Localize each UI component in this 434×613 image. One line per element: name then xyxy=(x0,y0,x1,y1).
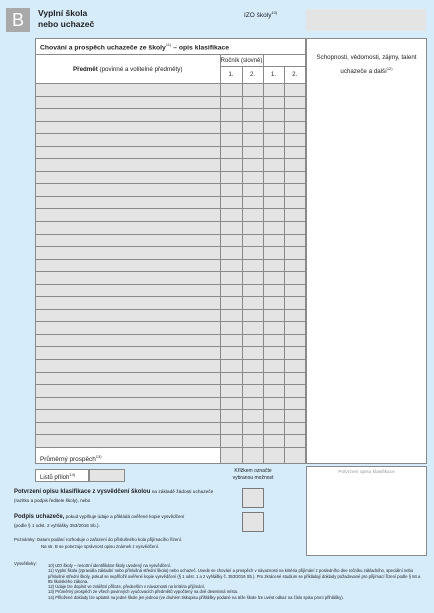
grade-cell[interactable] xyxy=(242,84,263,97)
subject-cell[interactable] xyxy=(36,410,220,423)
grade-row xyxy=(36,171,305,184)
subject-cell[interactable] xyxy=(36,297,220,310)
grade-cell[interactable] xyxy=(242,309,263,322)
grade-cell[interactable] xyxy=(242,372,263,385)
period-col-2: 2. xyxy=(242,67,263,84)
grade-row xyxy=(36,422,305,435)
footnote-item: 10) IZO školy – resortní identifikátor školy uvedený na vysvědčení. xyxy=(48,563,172,568)
signature-sub: (podle § 1 odst. 2 vyhlášky 353/2016 Sb.). xyxy=(14,523,100,528)
grade-row xyxy=(36,247,305,260)
subject-cell[interactable] xyxy=(36,397,220,410)
grade-cell[interactable] xyxy=(263,435,284,448)
subject-cell[interactable] xyxy=(36,109,220,122)
grade-cell[interactable] xyxy=(284,222,305,235)
subject-cell[interactable] xyxy=(36,322,220,335)
abilities-footnote-ref: 12) xyxy=(386,66,393,71)
grade-cell[interactable] xyxy=(263,121,284,134)
subject-cell[interactable] xyxy=(36,171,220,184)
grade-cell[interactable] xyxy=(284,410,305,423)
grade-cell[interactable] xyxy=(220,209,242,222)
table-heading-footnote-ref: 11) xyxy=(165,42,172,47)
grade-cell[interactable] xyxy=(242,247,263,260)
subject-column-header xyxy=(36,55,220,84)
signature-block xyxy=(14,514,239,528)
grade-cell[interactable] xyxy=(284,84,305,97)
grade-cell[interactable] xyxy=(242,272,263,285)
grade-cell[interactable] xyxy=(284,397,305,410)
grade-cell[interactable] xyxy=(242,422,263,435)
grade-row xyxy=(36,146,305,159)
grade-cell[interactable] xyxy=(242,171,263,184)
grade-cell[interactable] xyxy=(220,309,242,322)
grade-cell[interactable] xyxy=(242,347,263,360)
period-col-3: 1. xyxy=(263,67,284,84)
grade-row xyxy=(36,84,305,97)
subject-cell[interactable] xyxy=(36,347,220,360)
grade-cell[interactable] xyxy=(263,84,284,97)
grade-cell[interactable] xyxy=(284,297,305,310)
grade-rows xyxy=(36,84,305,448)
subject-cell[interactable] xyxy=(36,259,220,272)
average-cell[interactable] xyxy=(220,447,242,463)
grade-cell[interactable] xyxy=(263,372,284,385)
signature-checkbox[interactable] xyxy=(242,512,264,532)
grade-cell[interactable] xyxy=(263,334,284,347)
grade-cell[interactable] xyxy=(220,322,242,335)
grade-row xyxy=(36,410,305,423)
subject-cell[interactable] xyxy=(36,96,220,109)
grades-grid xyxy=(36,55,305,463)
subject-cell[interactable] xyxy=(36,146,220,159)
grade-cell[interactable] xyxy=(263,322,284,335)
attachments-label-text: Listů příloh xyxy=(40,475,70,481)
grade-cell[interactable] xyxy=(263,297,284,310)
grade-cell[interactable] xyxy=(242,146,263,159)
footnote-item: 13) Průměrný prospěch ze všech povinných vyučovacích předmětů vypočtený na dvě desetinná místa. xyxy=(48,589,239,595)
grade-row xyxy=(36,159,305,172)
grade-cell[interactable] xyxy=(263,410,284,423)
grade-cell[interactable] xyxy=(263,209,284,222)
grade-cell[interactable] xyxy=(220,360,242,373)
grade-cell[interactable] xyxy=(220,259,242,272)
grade-cell[interactable] xyxy=(284,284,305,297)
grade-cell[interactable] xyxy=(284,171,305,184)
grade-cell[interactable] xyxy=(284,422,305,435)
table-heading-text: Chování a prospěch uchazeče ze školy xyxy=(40,44,166,52)
subject-cell[interactable] xyxy=(36,309,220,322)
grade-row xyxy=(36,184,305,197)
grade-cell[interactable] xyxy=(220,196,242,209)
cross-note-line-2: vybranou možnost xyxy=(232,474,274,481)
subject-cell[interactable] xyxy=(36,196,220,209)
subject-cell[interactable] xyxy=(36,284,220,297)
grade-cell[interactable] xyxy=(263,347,284,360)
grade-row xyxy=(36,322,305,335)
grade-row xyxy=(36,234,305,247)
grade-row xyxy=(36,196,305,209)
grade-cell[interactable] xyxy=(242,397,263,410)
grade-cell[interactable] xyxy=(263,159,284,172)
grade-cell[interactable] xyxy=(284,134,305,147)
average-cell[interactable] xyxy=(284,447,305,463)
grade-cell[interactable] xyxy=(220,347,242,360)
average-row-label xyxy=(36,447,220,463)
subject-cell[interactable] xyxy=(36,222,220,235)
grade-cell[interactable] xyxy=(242,209,263,222)
signature-title: Podpis uchazeče, xyxy=(14,514,65,520)
grade-cell[interactable] xyxy=(220,272,242,285)
confirm-title-tail: na základě žádosti uchazeče xyxy=(150,490,214,495)
attachments-footnote-ref: 14) xyxy=(69,472,76,477)
grade-row xyxy=(36,109,305,122)
grade-cell[interactable] xyxy=(263,247,284,260)
grade-row xyxy=(36,435,305,448)
confirm-block xyxy=(14,489,234,503)
grade-cell[interactable] xyxy=(220,247,242,260)
izo-label xyxy=(244,10,277,19)
grade-cell[interactable] xyxy=(263,196,284,209)
grade-row xyxy=(36,222,305,235)
notes-block xyxy=(14,537,274,550)
grade-cell[interactable] xyxy=(242,109,263,122)
grade-cell[interactable] xyxy=(242,196,263,209)
grade-cell[interactable] xyxy=(284,309,305,322)
grade-cell[interactable] xyxy=(220,84,242,97)
subject-cell[interactable] xyxy=(36,385,220,398)
grade-cell[interactable] xyxy=(284,334,305,347)
grade-row xyxy=(36,121,305,134)
grade-cell[interactable] xyxy=(220,222,242,235)
grade-cell[interactable] xyxy=(242,96,263,109)
grade-cell[interactable] xyxy=(284,196,305,209)
grade-cell[interactable] xyxy=(263,259,284,272)
footnote-item: 12) Údaje lze doplnit ve zvláštní příloze, především v návaznosti na kritéria přijímání. xyxy=(48,584,206,590)
subject-cell[interactable] xyxy=(36,234,220,247)
grade-row xyxy=(36,297,305,310)
grade-cell[interactable] xyxy=(220,134,242,147)
footnotes-list xyxy=(48,563,426,600)
grade-cell[interactable] xyxy=(220,397,242,410)
grade-cell[interactable] xyxy=(284,372,305,385)
subject-cell[interactable] xyxy=(36,134,220,147)
grade-cell[interactable] xyxy=(242,322,263,335)
average-label: Průměrný prospěch xyxy=(40,455,96,463)
notes-label: Poznámky: xyxy=(14,537,36,542)
average-cell[interactable] xyxy=(242,447,263,463)
grade-cell[interactable] xyxy=(242,259,263,272)
signature-title-tail: pokud vyplňuje údaje a přikládá ověřené kopie vysvědčení xyxy=(64,514,185,519)
grade-cell[interactable] xyxy=(284,435,305,448)
grade-cell[interactable] xyxy=(220,372,242,385)
grade-row xyxy=(36,259,305,272)
average-cell[interactable] xyxy=(263,447,284,463)
grade-row xyxy=(36,360,305,373)
izo-footnote-ref: 10) xyxy=(271,10,278,15)
grade-cell[interactable] xyxy=(242,184,263,197)
grade-row xyxy=(36,284,305,297)
table-heading xyxy=(36,39,305,55)
grade-cell[interactable] xyxy=(263,397,284,410)
year-2-header xyxy=(263,55,305,67)
izo-input[interactable] xyxy=(306,9,426,31)
grade-cell[interactable] xyxy=(263,109,284,122)
izo-label-text: IZO školy xyxy=(244,12,272,20)
grade-cell[interactable] xyxy=(220,121,242,134)
grade-cell[interactable] xyxy=(263,184,284,197)
table-heading-suffix: – opis klasifikace xyxy=(171,44,230,52)
subject-cell[interactable] xyxy=(36,184,220,197)
grade-row xyxy=(36,96,305,109)
abilities-panel[interactable] xyxy=(306,38,427,464)
grade-cell[interactable] xyxy=(263,272,284,285)
grade-cell[interactable] xyxy=(220,334,242,347)
subject-hint: (povinné a volitelné předměty) xyxy=(99,65,183,73)
period-col-4: 2. xyxy=(284,67,305,84)
grade-cell[interactable] xyxy=(242,435,263,448)
subject-cell[interactable] xyxy=(36,372,220,385)
title-line-2: nebo uchazeč xyxy=(38,19,95,29)
subject-cell[interactable] xyxy=(36,159,220,172)
grade-cell[interactable] xyxy=(284,347,305,360)
attachments-row xyxy=(35,469,125,482)
grade-row xyxy=(36,272,305,285)
year-1-header: Ročník (slovně) xyxy=(220,55,263,67)
grade-cell[interactable] xyxy=(242,134,263,147)
grade-cell[interactable] xyxy=(284,234,305,247)
attachments-count-input[interactable] xyxy=(89,469,125,482)
stamp-box[interactable] xyxy=(306,466,427,556)
grade-cell[interactable] xyxy=(220,96,242,109)
subject-cell[interactable] xyxy=(36,247,220,260)
subject-cell[interactable] xyxy=(36,272,220,285)
grade-cell[interactable] xyxy=(220,146,242,159)
grade-cell[interactable] xyxy=(263,360,284,373)
grade-cell[interactable] xyxy=(242,334,263,347)
grade-cell[interactable] xyxy=(284,109,305,122)
grade-cell[interactable] xyxy=(263,422,284,435)
grade-cell[interactable] xyxy=(242,360,263,373)
subject-cell[interactable] xyxy=(36,360,220,373)
grade-cell[interactable] xyxy=(242,385,263,398)
title-line-1: Vyplní škola xyxy=(38,8,88,18)
subject-cell[interactable] xyxy=(36,435,220,448)
section-letter-badge: B xyxy=(6,8,30,32)
grade-cell[interactable] xyxy=(220,184,242,197)
grade-row xyxy=(36,372,305,385)
grade-row xyxy=(36,385,305,398)
note-line-2: Na str. B se potvrzuje správnost opisu známek z vysvědčení. xyxy=(41,543,160,549)
grade-cell[interactable] xyxy=(263,284,284,297)
grade-cell[interactable] xyxy=(284,272,305,285)
grade-cell[interactable] xyxy=(242,297,263,310)
grade-row xyxy=(36,334,305,347)
grade-row xyxy=(36,397,305,410)
grade-cell[interactable] xyxy=(220,284,242,297)
grade-cell[interactable] xyxy=(242,159,263,172)
abilities-label xyxy=(312,52,421,77)
grade-cell[interactable] xyxy=(263,171,284,184)
grade-cell[interactable] xyxy=(263,134,284,147)
grade-row xyxy=(36,134,305,147)
grade-row xyxy=(36,209,305,222)
grade-cell[interactable] xyxy=(284,247,305,260)
grade-cell[interactable] xyxy=(220,234,242,247)
grade-row xyxy=(36,347,305,360)
grade-cell[interactable] xyxy=(284,121,305,134)
confirm-sub: (razítko a podpis ředitele školy), nebo xyxy=(14,498,91,504)
grade-cell[interactable] xyxy=(242,410,263,423)
cross-note-line-1: Křížkem označte xyxy=(234,468,272,474)
grade-cell[interactable] xyxy=(284,322,305,335)
footnotes-label: Vysvětlivky: xyxy=(14,561,37,566)
confirm-checkbox[interactable] xyxy=(242,488,264,508)
abilities-label-text: Schopnosti, vědomosti, zájmy, talent uchazeče a další xyxy=(316,54,417,76)
grade-cell[interactable] xyxy=(220,297,242,310)
grade-cell[interactable] xyxy=(284,96,305,109)
grade-cell[interactable] xyxy=(263,222,284,235)
footnote-item: 14) Přiložené doklady lze uplatnit na jedné škole jen jednou (ve druhém tiskopisu přihlášky podané na téže škole lze uvést odkaz na číslo spisu první přihlášky). xyxy=(48,594,344,600)
grade-cell[interactable] xyxy=(284,259,305,272)
period-col-1: 1. xyxy=(220,67,242,84)
cross-note xyxy=(224,468,282,481)
grade-cell[interactable] xyxy=(220,385,242,398)
section-title xyxy=(38,8,94,30)
grade-cell[interactable] xyxy=(220,435,242,448)
confirm-title: Potvrzení opisu klasifikace z vysvědčení školou xyxy=(14,489,151,495)
grade-cell[interactable] xyxy=(263,96,284,109)
grade-cell[interactable] xyxy=(242,121,263,134)
grade-cell[interactable] xyxy=(284,385,305,398)
grade-cell[interactable] xyxy=(284,184,305,197)
note-line-1: Datum podání rozhoduje o zařazení do příslušného kola přijímacího řízení. xyxy=(36,537,183,542)
grade-cell[interactable] xyxy=(220,109,242,122)
grade-cell[interactable] xyxy=(220,422,242,435)
grade-cell[interactable] xyxy=(284,146,305,159)
grade-cell[interactable] xyxy=(263,309,284,322)
subject-label: Předmět xyxy=(73,65,98,73)
grade-cell[interactable] xyxy=(242,284,263,297)
grade-cell[interactable] xyxy=(242,222,263,235)
grade-cell[interactable] xyxy=(220,171,242,184)
grades-table xyxy=(35,38,306,464)
footnote-item: 11) Vyplní škola (zpravidla základní nebo příslušná střední škola) nebo uchazeč. Uvede se chování a prospěch v návaznosti na kritéria přijímání z posledního dne ročníku základního, speciální nebo příslušné střední školy, pokud se nepříložil ověřené kopie vysvědčení (§ 1 odst. 1 a 2 vyhlášky č. 353/2016 Sb.). Pro zkrácené studium se přikládají doklady požadované pro přijímací řízení podle § 84 a 85 školského zákona. xyxy=(48,568,421,584)
grade-cell[interactable] xyxy=(263,146,284,159)
grade-row xyxy=(36,309,305,322)
stamp-label: Potvrzení opisu klasifikace xyxy=(338,470,395,475)
grade-cell[interactable] xyxy=(220,410,242,423)
subject-cell[interactable] xyxy=(36,84,220,97)
grade-cell[interactable] xyxy=(284,209,305,222)
grade-cell[interactable] xyxy=(284,159,305,172)
subject-cell[interactable] xyxy=(36,209,220,222)
grade-cell[interactable] xyxy=(263,385,284,398)
attachments-label xyxy=(35,469,89,482)
grade-cell[interactable] xyxy=(263,234,284,247)
subject-cell[interactable] xyxy=(36,334,220,347)
subject-cell[interactable] xyxy=(36,121,220,134)
average-footnote-ref: 13) xyxy=(95,453,102,459)
subject-cell[interactable] xyxy=(36,422,220,435)
grade-cell[interactable] xyxy=(242,234,263,247)
grade-cell[interactable] xyxy=(284,360,305,373)
grade-cell[interactable] xyxy=(220,159,242,172)
